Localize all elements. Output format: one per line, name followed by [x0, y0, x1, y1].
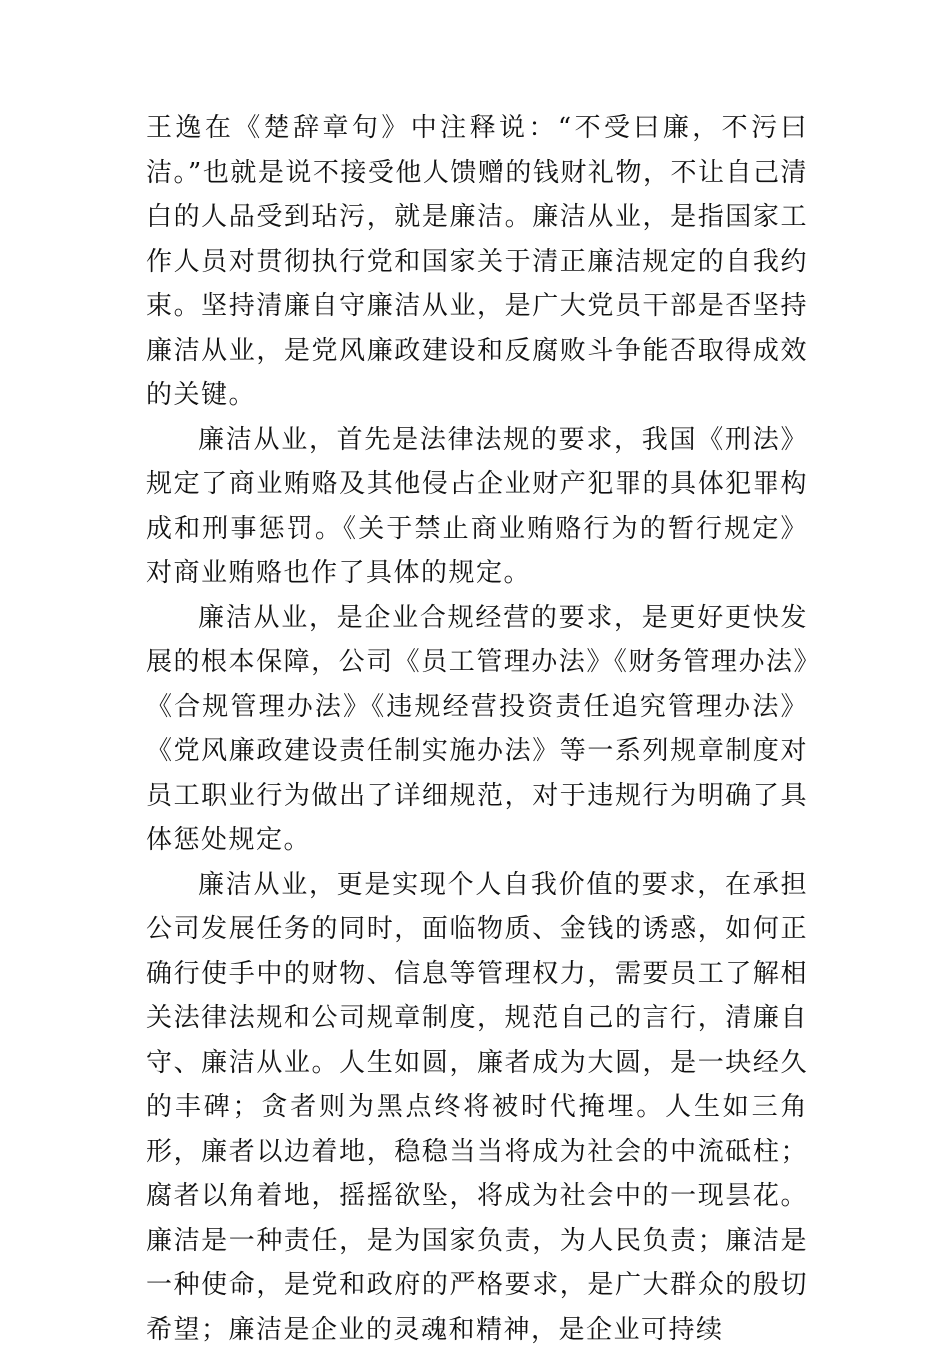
body-text	[146, 106, 808, 1352]
paragraph-3: 廉洁从业，是企业合规经营的要求，是更好更快发展的根本保障，公司《员工管理办法》《财务管理办法》《合规管理办法》《违规经营投资责任追究管理办法》《党风廉政建设责任制实施办法》等一系列规章制度对员工职业行为做出了详细规范，对于违规行为明确了具体惩处规定。	[146, 596, 808, 863]
paragraph-2: 廉洁从业，首先是法律法规的要求，我国《刑法》规定了商业贿赂及其他侵占企业财产犯罪的具体犯罪构成和刑事惩罚。《关于禁止商业贿赂行为的暂行规定》对商业贿赂也作了具体的规定。	[146, 418, 808, 596]
paragraph-1: 王逸在《楚辞章句》中注释说：“不受曰廉，不污曰洁。”也就是说不接受他人馈赠的钱财礼物，不让自己清白的人品受到玷污，就是廉洁。廉洁从业，是指国家工作人员对贯彻执行党和国家关于清正廉洁规定的自我约束。坚持清廉自守廉洁从业，是广大党员干部是否坚持廉洁从业，是党风廉政建设和反腐败斗争能否取得成效的关键。	[146, 106, 808, 418]
paragraph-4: 廉洁从业，更是实现个人自我价值的要求，在承担公司发展任务的同时，面临物质、金钱的诱惑，如何正确行使手中的财物、信息等管理权力，需要员工了解相关法律法规和公司规章制度，规范自己的言行，清廉自守、廉洁从业。人生如圆，廉者成为大圆，是一块经久的丰碑；贪者则为黑点终将被时代掩埋。人生如三角形，廉者以边着地，稳稳当当将成为社会的中流砥柱；腐者以角着地，摇摇欲坠，将成为社会中的一现昙花。廉洁是一种责任，是为国家负责，为人民负责；廉洁是一种使命，是党和政府的严格要求，是广大群众的殷切希望；廉洁是企业的灵魂和精神，是企业可持续	[146, 863, 808, 1352]
